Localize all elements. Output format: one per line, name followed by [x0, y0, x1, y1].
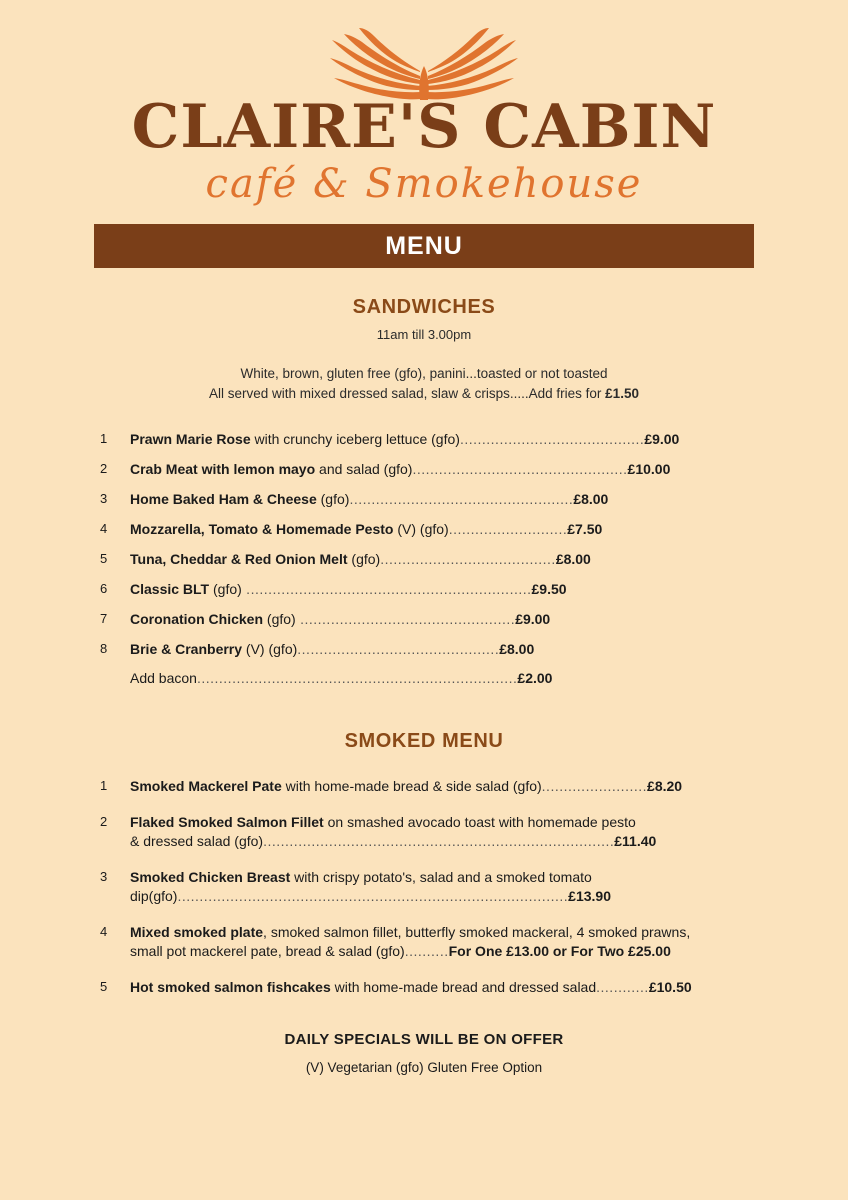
- item-price: £10.00: [627, 461, 671, 477]
- sandwiches-hours: 11am till 3.00pm: [376, 327, 472, 342]
- item-price: £8.00: [499, 641, 535, 657]
- smoked-list: [100, 777, 748, 997]
- daily-specials-note: DAILY SPECIALS WILL BE ON OFFER: [284, 1031, 564, 1048]
- add-bacon-leader: .........................................................................: [196, 670, 518, 686]
- item-leader: ..........: [404, 943, 449, 959]
- item-desc: with home-made bread & side salad (gfo): [281, 778, 542, 794]
- item-price: £10.50: [648, 979, 692, 995]
- item-desc: (gfo): [316, 491, 350, 507]
- item-name: Home Baked Ham & Cheese: [130, 491, 317, 507]
- list-item: [100, 550, 748, 569]
- item-number: 6: [100, 581, 108, 596]
- item-name: Mixed smoked plate: [130, 924, 264, 940]
- item-desc-2: dip(gfo): [130, 888, 178, 904]
- item-desc-2: small pot mackerel pate, bread & salad (gfo): [130, 943, 405, 959]
- add-bacon-label: Add bacon: [130, 670, 197, 686]
- item-name: Flaked Smoked Salmon Fillet: [130, 814, 324, 830]
- item-desc: with crispy potato's, salad and a smoked tomato: [290, 869, 592, 885]
- list-item: [100, 580, 748, 599]
- item-price: £9.00: [515, 611, 551, 627]
- item-leader: ............: [596, 979, 649, 995]
- brand-title: CLAIRE'S CABIN: [131, 92, 717, 162]
- item-number: 3: [100, 491, 108, 506]
- item-price: £8.20: [647, 778, 683, 794]
- item-price: £11.40: [614, 833, 657, 849]
- item-leader: ................................................................................: [263, 833, 615, 849]
- item-desc: (gfo): [209, 581, 242, 597]
- item-price: £9.00: [644, 431, 680, 447]
- list-item: [100, 868, 748, 906]
- sandwiches-note: [0, 364, 848, 404]
- item-number: 5: [100, 979, 108, 994]
- sandwiches-note-line1: White, brown, gluten free (gfo), panini...toasted or not toasted: [240, 366, 608, 381]
- item-name: Classic BLT: [130, 581, 210, 597]
- item-name: Crab Meat with lemon mayo: [130, 461, 316, 477]
- item-number: 7: [100, 611, 108, 626]
- sandwiches-list: [100, 430, 748, 686]
- list-item: [100, 610, 748, 629]
- fries-price: £1.50: [605, 386, 639, 401]
- item-name: Tuna, Cheddar & Red Onion Melt: [130, 551, 348, 567]
- logo-block: [0, 0, 848, 208]
- brand-subtitle: café & Smokehouse: [205, 161, 643, 207]
- list-item: [100, 923, 748, 961]
- item-leader: .................................................: [295, 611, 516, 627]
- list-item: [100, 777, 748, 796]
- item-number: 1: [100, 778, 108, 793]
- item-name: Smoked Chicken Breast: [130, 869, 291, 885]
- add-bacon-row: [130, 670, 748, 686]
- item-price: £13.90: [568, 888, 611, 904]
- item-name: Hot smoked salmon fishcakes: [130, 979, 331, 995]
- smoked-title: SMOKED MENU: [344, 730, 504, 752]
- item-number: 5: [100, 551, 108, 566]
- item-name: Prawn Marie Rose: [130, 431, 251, 447]
- item-name: Coronation Chicken: [130, 611, 264, 627]
- item-leader: ..............................................: [297, 641, 500, 657]
- sandwiches-section: [0, 296, 848, 686]
- item-leader: .................................................: [412, 461, 628, 477]
- item-desc: on smashed avocado toast with homemade pesto: [323, 814, 636, 830]
- item-leader: ...........................: [448, 521, 568, 537]
- menu-banner: [94, 224, 754, 268]
- item-desc: (gfo): [263, 611, 296, 627]
- list-item: [100, 520, 748, 539]
- list-item: [100, 978, 748, 997]
- item-desc: and salad (gfo): [315, 461, 413, 477]
- item-desc: with crunchy iceberg lettuce (gfo): [250, 431, 460, 447]
- item-price: £8.00: [573, 491, 609, 507]
- item-number: 3: [100, 869, 108, 884]
- list-item: [100, 490, 748, 509]
- list-item: [100, 640, 748, 659]
- item-number: 4: [100, 924, 108, 939]
- item-price: £8.00: [555, 551, 591, 567]
- item-number: 2: [100, 814, 108, 829]
- sandwiches-title: SANDWICHES: [352, 296, 496, 318]
- item-price: £9.50: [531, 581, 567, 597]
- item-leader: .........................................................................................: [177, 888, 569, 904]
- item-leader: ........................: [541, 778, 648, 794]
- item-price: £7.50: [567, 521, 603, 537]
- item-name: Mozzarella, Tomato & Homemade Pesto: [130, 521, 394, 537]
- item-desc-2: & dressed salad (gfo): [130, 833, 264, 849]
- smoked-section: [0, 730, 848, 997]
- sandwiches-note-line2: All served with mixed dressed salad, slaw & crisps.....Add fries for: [209, 386, 606, 401]
- item-leader: ..........................................: [459, 431, 645, 447]
- item-desc: (V) (gfo): [393, 521, 449, 537]
- item-number: 8: [100, 641, 108, 656]
- item-leader: ........................................: [380, 551, 556, 567]
- item-name: Smoked Mackerel Pate: [130, 778, 282, 794]
- item-number: 2: [100, 461, 108, 476]
- item-desc: , smoked salmon fillet, butterfly smoked mackeral, 4 smoked prawns,: [263, 924, 691, 940]
- legend-note: (V) Vegetarian (gfo) Gluten Free Option: [305, 1060, 543, 1075]
- item-number: 4: [100, 521, 108, 536]
- item-price: For One £13.00 or For Two £25.00: [448, 943, 671, 959]
- add-bacon-price: £2.00: [517, 670, 553, 686]
- list-item: [100, 813, 748, 851]
- list-item: [100, 460, 748, 479]
- item-number: 1: [100, 431, 108, 446]
- menu-banner-label: MENU: [385, 231, 463, 260]
- item-desc: with home-made bread and dressed salad: [330, 979, 597, 995]
- wings-icon: [284, 26, 564, 102]
- item-desc: (V) (gfo): [242, 641, 298, 657]
- item-leader: ...................................................: [349, 491, 574, 507]
- list-item: [100, 430, 748, 449]
- item-leader: .................................................................: [241, 581, 532, 597]
- item-desc: (gfo): [347, 551, 381, 567]
- item-name: Brie & Cranberry: [130, 641, 243, 657]
